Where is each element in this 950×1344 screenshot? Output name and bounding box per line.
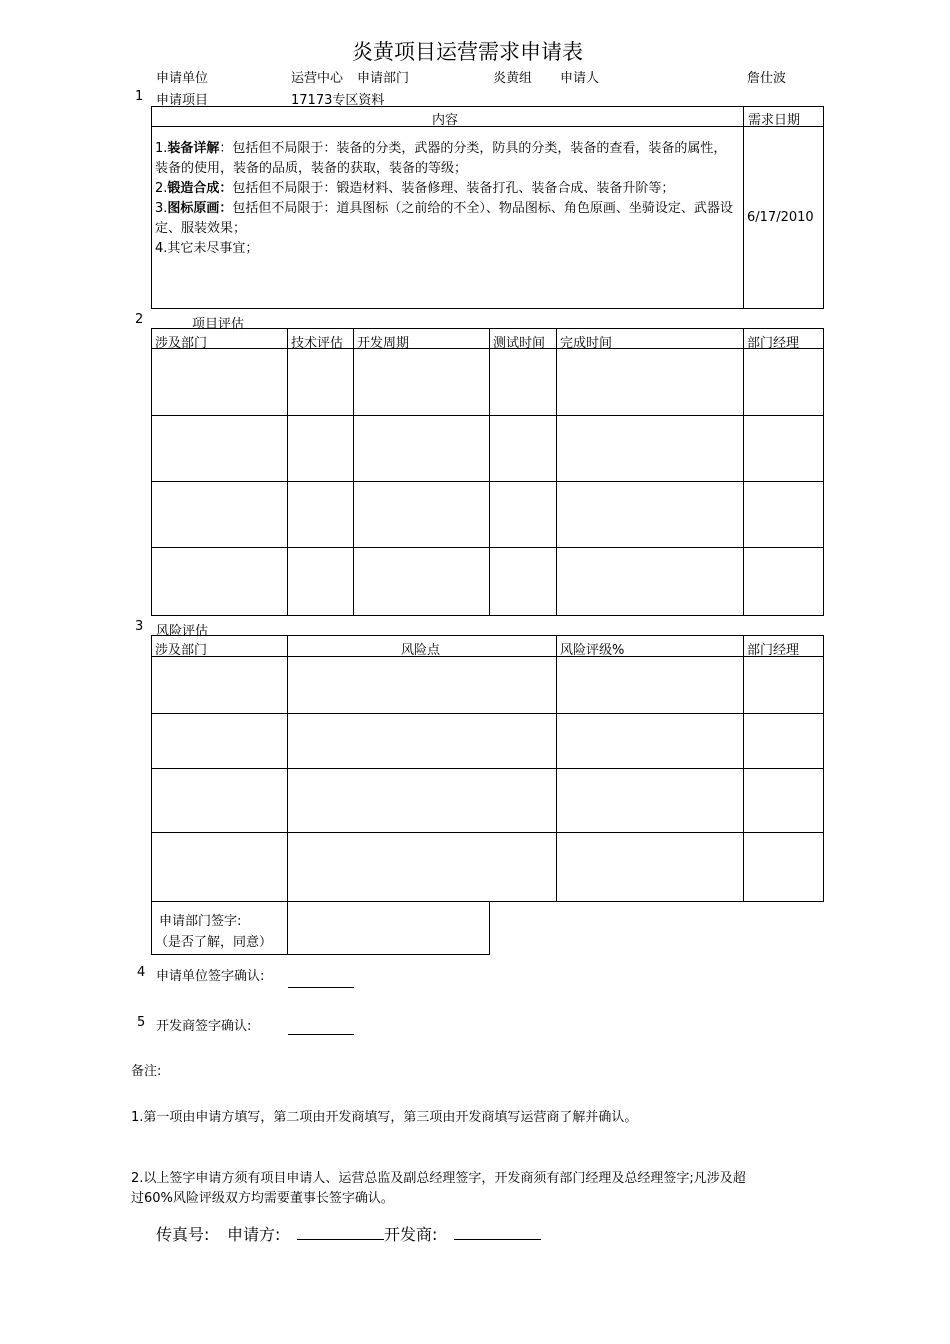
col-date-header: 需求日期 (748, 113, 801, 128)
page-title: 炎黄项目运营需求申请表 (352, 40, 583, 64)
developer-sign-line[interactable] (288, 1034, 354, 1035)
note-2-line-1: 2.以上签字申请方须有项目申请人、运营总监及副总经理签字，开发商须有部门经理及总经理签字;凡涉及超 (131, 1171, 746, 1186)
fax-applicant-line[interactable] (297, 1239, 384, 1240)
developer-sign-label: 开发商签字确认: (156, 1019, 252, 1034)
unit-value: 运营中心 (291, 71, 344, 86)
s2-header-manager: 部门经理 (747, 336, 800, 351)
section3-row-line (151, 768, 824, 769)
dept-value: 炎黄组 (493, 71, 533, 86)
section3-row-line (151, 656, 824, 657)
col-content-header: 内容 (432, 113, 459, 128)
section3-row-line (151, 713, 824, 714)
requirement-item-4: 4.其它未尽事宜； (155, 241, 259, 256)
section3-col-line (287, 635, 288, 902)
project-value: 17173专区资料 (291, 93, 385, 108)
section2-row-line (151, 481, 824, 482)
s3-header-dept: 涉及部门 (155, 643, 208, 658)
section2-col-line (556, 328, 557, 616)
section2-row-line (151, 547, 824, 548)
section3-row-line (151, 832, 824, 833)
section2-col-line (743, 328, 744, 616)
notes-label: 备注: (131, 1064, 162, 1079)
s3-header-manager: 部门经理 (747, 643, 800, 658)
applicant-label: 申请人 (560, 71, 600, 86)
section2-row-line (151, 415, 824, 416)
section2-col-line (489, 328, 490, 616)
request-date: 6/17/2010 (747, 210, 814, 225)
note-1: 1.第一项由申请方填写，第二项由开发商填写，第三项由开发商填写运营商了解并确认。 (131, 1110, 638, 1125)
section4-number: 4 (137, 965, 146, 980)
section2-row-line (151, 348, 824, 349)
section3-number: 3 (135, 619, 144, 634)
fax-developer-label: 开发商: (384, 1225, 438, 1244)
project-label: 申请项目 (156, 93, 209, 108)
note-2-line-2: 过60%风险评级双方均需要董事长签字确认。 (131, 1191, 394, 1206)
section3-col-line (556, 635, 557, 902)
unit-sign-line[interactable] (288, 987, 354, 988)
fax-label: 传真号: (156, 1225, 210, 1244)
section3-label: 风险评估 (156, 624, 209, 639)
s2-header-finish-time: 完成时间 (560, 336, 613, 351)
requirement-content (155, 139, 737, 259)
s2-header-dept: 涉及部门 (155, 336, 208, 351)
s2-header-tech: 技术评估 (291, 336, 344, 351)
section2-number: 2 (135, 312, 144, 327)
section5-number: 5 (137, 1015, 146, 1030)
section1-number: 1 (135, 89, 144, 104)
unit-label: 申请单位 (156, 71, 209, 86)
applicant-value: 詹仕波 (747, 71, 787, 86)
fax-applicant-label: 申请方: (227, 1225, 281, 1244)
requirement-item-2: 2.锻造合成：包括但不局限于：锻造材料、装备修理、装备打孔、装备合成、装备升阶等； (155, 181, 675, 196)
dept-sign-divider (287, 901, 288, 955)
section1-col-divider (743, 106, 744, 309)
fax-developer-line[interactable] (454, 1239, 541, 1240)
section2-col-line (353, 328, 354, 616)
s2-header-test-time: 测试时间 (493, 336, 546, 351)
requirement-item-3: 3.图标原画：包括但不局限于：道具图标（之前给的不全）、物品图标、角色原画、坐骑设定、武器设定、服装效果； (155, 201, 733, 236)
s2-header-dev-cycle: 开发周期 (357, 336, 410, 351)
section3-col-line (743, 635, 744, 902)
section2-table (151, 328, 824, 616)
s3-header-risk-rating: 风险评级% (560, 643, 625, 658)
dept-label: 申请部门 (357, 71, 410, 86)
section1-header-divider (151, 126, 824, 127)
section2-label: 项目评估 (192, 317, 245, 332)
s3-header-risk-point: 风险点 (401, 643, 441, 658)
unit-sign-label: 申请单位签字确认: (156, 969, 265, 984)
dept-sign-sublabel: （是否了解，同意） (155, 935, 273, 950)
section2-col-line (287, 328, 288, 616)
dept-sign-label: 申请部门签字: (159, 914, 242, 929)
requirement-item-1: 1.装备详解：包括但不局限于：装备的分类，武器的分类，防具的分类，装备的查看，装备的属性，装备的使用，装备的品质，装备的获取，装备的等级； (155, 141, 727, 176)
